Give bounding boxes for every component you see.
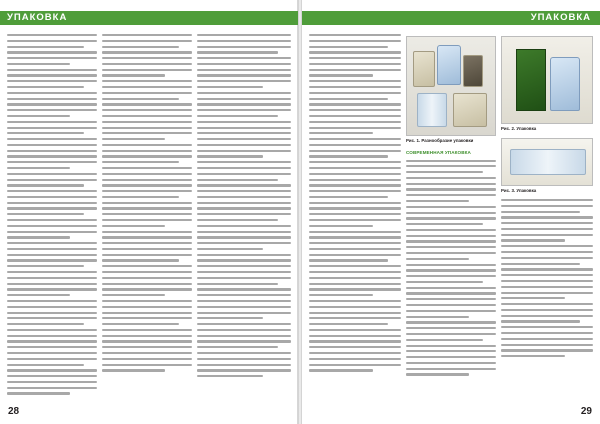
- section-title-left: УПАКОВКА: [7, 12, 68, 23]
- figure-caption: Рис. 1. Разнообразие упаковки: [406, 138, 474, 143]
- text-lines: [309, 34, 401, 372]
- figure-3: [501, 138, 593, 194]
- right-column-3: [501, 34, 593, 400]
- figure-caption: Рис. 3. Упаковка: [501, 187, 537, 193]
- figure-2: [501, 36, 593, 132]
- text-lines: [102, 34, 192, 372]
- page-number-left: 28: [8, 406, 20, 417]
- section-heading: СОВРЕМЕННАЯ УПАКОВКА: [406, 149, 471, 155]
- section-title-right: УПАКОВКА: [530, 12, 591, 23]
- left-column-3: [197, 34, 291, 400]
- text-lines: [197, 34, 291, 377]
- text-lines: [7, 34, 97, 395]
- page-number-right: 29: [580, 406, 592, 417]
- footer-right: [581, 407, 592, 417]
- figure-1: [406, 36, 496, 144]
- figure-caption: Рис. 2. Упаковка: [501, 126, 537, 131]
- right-column-2: [406, 34, 496, 400]
- product-photo: [501, 138, 593, 186]
- product-photo: [501, 36, 593, 124]
- text-lines: [406, 160, 496, 376]
- section-band-left: [0, 11, 298, 25]
- right-column-1: [309, 34, 401, 400]
- right-page: [302, 0, 600, 424]
- product-photo: [406, 36, 496, 136]
- left-column-1: [7, 34, 97, 400]
- left-page: [0, 0, 298, 424]
- footer-left: [8, 407, 19, 417]
- text-lines: [501, 199, 593, 357]
- section-band-right: [302, 11, 600, 25]
- left-column-2: [102, 34, 192, 400]
